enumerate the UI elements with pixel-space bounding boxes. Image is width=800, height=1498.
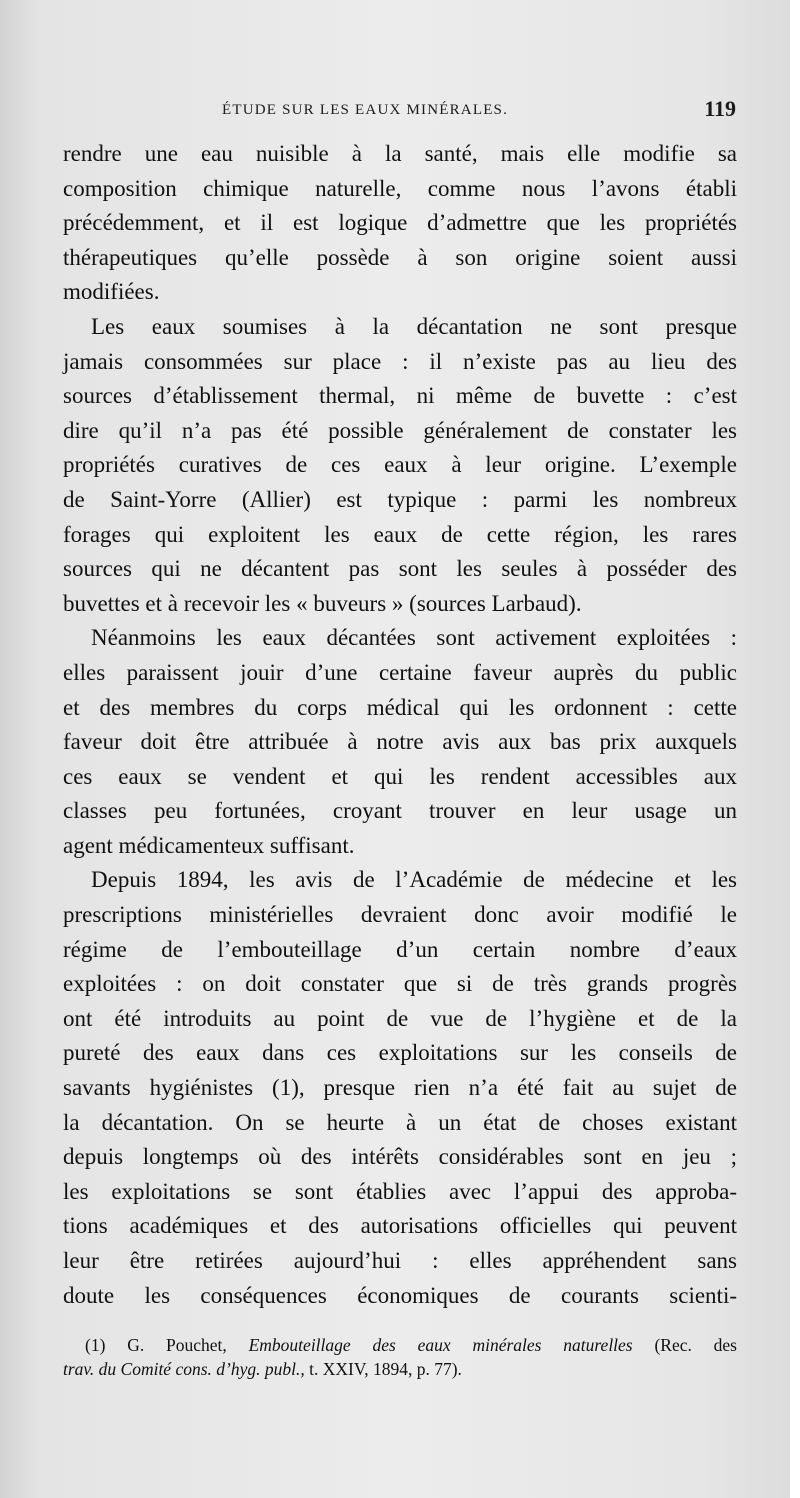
footnote-ref-open: (Rec. des	[654, 1335, 737, 1355]
text-line: exploitées : on doit constater que si de très grands progrès	[63, 971, 737, 997]
text-line: propriétés curatives de ces eaux à leur origine. L’exemple	[63, 452, 737, 478]
text-line: agent médicamenteux suffisant.	[63, 832, 355, 858]
text-line: leur être retirées aujourd’hui : elles appréhendent sans	[63, 1248, 737, 1273]
text-line: Néanmoins les eaux décantées sont activement exploitées :	[91, 625, 737, 651]
text-line: prescriptions ministérielles devraient donc avoir modifié le	[63, 902, 737, 928]
body-text	[63, 137, 737, 1313]
text-line: Les eaux soumises à la décantation ne sont presque	[91, 313, 737, 339]
page-margin	[790, 0, 800, 1498]
page-header	[62, 96, 740, 126]
footnote-marker: (1) G. Pouchet,	[85, 1335, 227, 1355]
text-line: buvettes et à recevoir les « buveurs » (sources Larbaud).	[63, 590, 582, 616]
text-line: de Saint-Yorre (Allier) est typique : parmi les nombreux	[63, 486, 737, 512]
text-line: rendre une eau nuisible à la santé, mais elle modifie sa	[63, 141, 737, 166]
footnote	[63, 1333, 737, 1381]
text-line: tions académiques et des autorisations officielles qui peuvent	[63, 1213, 737, 1239]
text-line: sources qui ne décantent pas sont les seules à posséder des	[63, 556, 737, 582]
text-line: jamais consommées sur place : il n’existe pas au lieu des	[63, 348, 737, 374]
text-line: régime de l’embouteillage d’un certain nombre d’eaux	[63, 936, 737, 962]
text-line: doute les conséquences économiques de courants scienti-	[63, 1282, 737, 1308]
text-line: ont été introduits au point de vue de l’hygiène et de la	[63, 1005, 737, 1031]
text-line: modifiées.	[63, 279, 160, 305]
text-line: savants hygiénistes (1), presque rien n’a été fait au sujet de	[63, 1075, 737, 1101]
text-line: composition chimique naturelle, comme nous l’avons établi	[63, 175, 737, 201]
text-line: elles paraissent jouir d’une certaine faveur auprès du public	[63, 659, 737, 685]
text-line: ces eaux se vendent et qui les rendent accessibles aux	[63, 763, 737, 789]
footnote-line	[63, 1357, 737, 1381]
footnote-title: Embouteillage des eaux minérales naturelles	[248, 1335, 633, 1355]
text-line: depuis longtemps où des intérêts considérables sont en jeu ;	[63, 1144, 737, 1170]
text-line: thérapeutiques qu’elle possède à son origine soient aussi	[63, 244, 737, 270]
text-line: sources d’établissement thermal, ni même de buvette : c’est	[63, 383, 737, 409]
text-line: précédemment, et il est logique d’admettre que les propriétés	[63, 210, 737, 236]
footnote-ref-tail: t. XXIV, 1894, p. 77).	[309, 1359, 462, 1379]
running-head: ÉTUDE SUR LES EAUX MINÉRALES.	[222, 102, 509, 118]
text-line: faveur doit être attribuée à notre avis aux bas prix auxquels	[63, 729, 737, 755]
text-line: pureté des eaux dans ces exploitations sur les conseils de	[63, 1040, 737, 1066]
text-line: et des membres du corps médical qui les ordonnent : cette	[63, 694, 737, 720]
text-line: les exploitations se sont établies avec l’appui des approba-	[63, 1178, 737, 1204]
text-line: forages qui exploitent les eaux de cette région, les rares	[63, 521, 737, 547]
text-line: la décantation. On se heurte à un état de choses existant	[63, 1109, 737, 1135]
page-number: 119	[704, 96, 736, 121]
footnote-line	[63, 1333, 737, 1357]
text-line: Depuis 1894, les avis de l’Académie de médecine et les	[91, 867, 737, 893]
footnote-ref-cont: trav. du Comité cons. d’hyg. publ.,	[63, 1359, 305, 1379]
text-line: dire qu’il n’a pas été possible généralement de constater les	[63, 417, 737, 443]
text-line: classes peu fortunées, croyant trouver en leur usage un	[63, 798, 737, 824]
